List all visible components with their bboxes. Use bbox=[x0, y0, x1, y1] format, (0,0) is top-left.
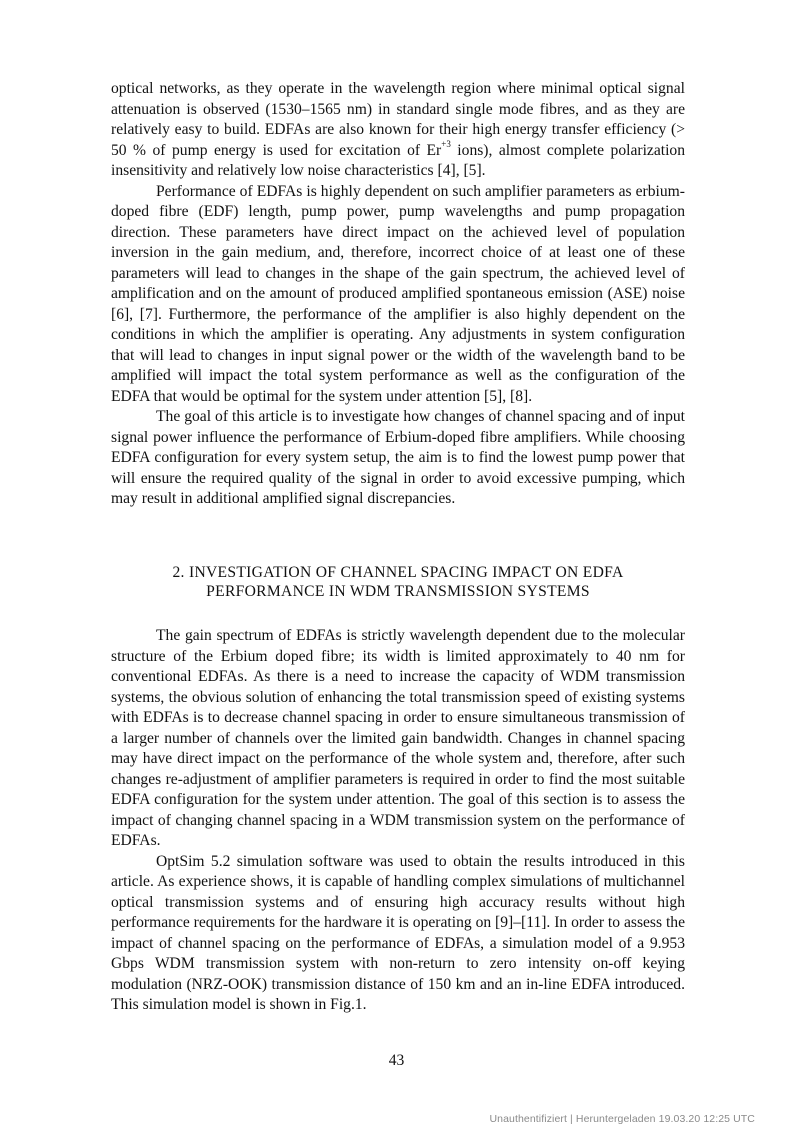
body-text-top bbox=[111, 79, 685, 510]
section-heading bbox=[111, 563, 685, 601]
paragraph-continuation: optical networks, as they operate in the wavelength region where minimal optical signal attenuation is observed (1530–1565 nm) in standard single mode fibres, and as they are relatively easy to build. EDFAs are also known for their high energy transfer efficiency (> 50 % of pump energy is used for excitation of $Er^{+3}$ ions), almost complete polarization insensitivity and relatively low noise characteristics [4], [5]. bbox=[111, 80, 685, 179]
superscript-charge: +3 bbox=[441, 139, 451, 150]
paragraph-edfa-performance: Performance of EDFAs is highly dependent on such amplifier parameters as erbium-doped fibre (EDF) length, pump power, pump wavelengths and pump propagation direction. These parameters have direct impact on the achieved level of population inversion in the gain medium, and, therefore, incorrect choice of at least one of these parameters will lead to changes in the shape of the gain spectrum, the achieved level of amplification and on the amount of produced amplified spontaneous emission (ASE) noise [6], [7]. Furthermore, the performance of the amplifier is also highly dependent on the conditions in which the amplifier is operating. Any adjustments in system configuration that will lead to changes in input signal power or the width of the wavelength band to be amplified will impact the total system performance as well as the configuration of the EDFA that would be optimal for the system under attention [5], [8]. bbox=[111, 182, 685, 405]
section-heading-line-1: 2. INVESTIGATION OF CHANNEL SPACING IMPACT ON EDFA bbox=[172, 564, 624, 581]
paragraph-article-goal: The goal of this article is to investigate how changes of channel spacing and of input signal power influence the performance of Erbium-doped fibre amplifiers. While choosing EDFA configuration for every system setup, the aim is to find the lowest pump power that will ensure the required quality of the signal in order to avoid excessive pumping, which may result in additional amplified signal discrepancies. bbox=[111, 408, 685, 507]
download-footer: Unauthentifiziert | Heruntergeladen 19.03.20 12:25 UTC bbox=[489, 1113, 755, 1125]
page-number: 43 bbox=[388, 1052, 405, 1069]
section-heading-line-2: PERFORMANCE IN WDM TRANSMISSION SYSTEMS bbox=[206, 583, 590, 600]
paragraph-optsim: OptSim 5.2 simulation software was used to obtain the results introduced in this article. As experience shows, it is capable of handling complex simulations of multichannel optical transmission systems and of ensuring high accuracy results without high performance requirements for the hardware it is operating on [9]–[11]. In order to assess the impact of channel spacing on the performance of EDFAs, a simulation model of a 9.953 Gbps WDM transmission system with non-return to zero intensity on-off keying modulation (NRZ-OOK) transmission distance of 150 km and an in-line EDFA introduced. This simulation model is shown in Fig.1. bbox=[111, 852, 686, 1013]
paragraph-gain-spectrum: The gain spectrum of EDFAs is strictly wavelength dependent due to the molecular structure of the Erbium doped fibre; its width is limited approximately to 40 nm for conventional EDFAs. As there is a need to increase the capacity of WDM transmission systems, the obvious solution of enhancing the total transmission speed of existing systems with EDFAs is to decrease channel spacing in order to ensure simultaneous transmission of a larger number of channels over the limited gain bandwidth. Changes in channel spacing may have direct impact on the performance of the whole system and, therefore, after such changes re-adjustment of amplifier parameters is required in order to find the most suitable EDFA configuration for the system under attention. The goal of this section is to assess the impact of changing channel spacing in a WDM transmission system on the performance of EDFAs. bbox=[111, 627, 685, 849]
body-text-section bbox=[111, 626, 685, 1016]
